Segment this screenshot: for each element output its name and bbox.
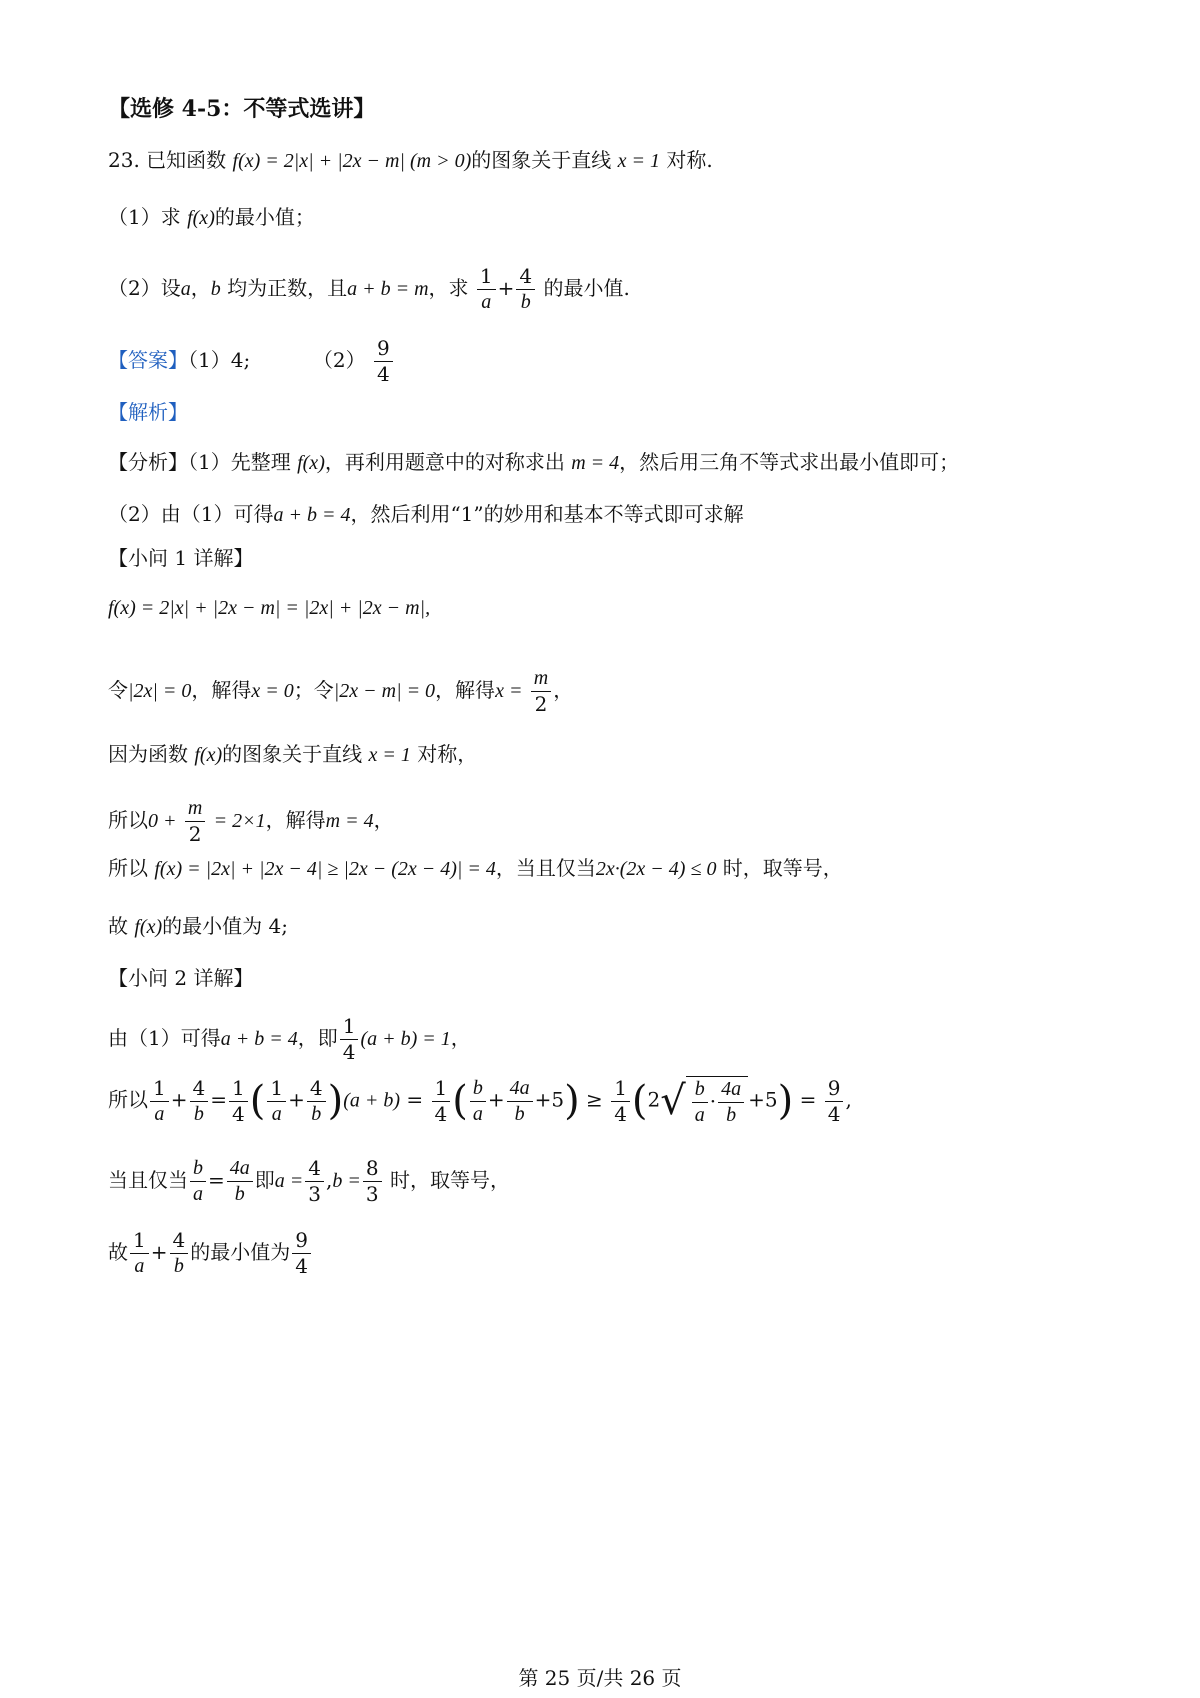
- q1-l3-line: x = 1: [368, 744, 411, 766]
- problem-number: 23.: [108, 148, 140, 172]
- q2-l1-eq: a + b = 4: [220, 1028, 298, 1050]
- q1-l2-eq-1: |2x| = 0: [128, 680, 192, 702]
- paren-open: (: [249, 1078, 266, 1124]
- part-2-question: （2）设a，b 均为正数，且a + b = m，求 $\frac{1}{a}$ + $\frac{4}{b}$ 的最小值.: [108, 264, 630, 313]
- q1-l3-text-a: 因为函数: [108, 742, 188, 766]
- fenxi-text-4: （2）由（1）可得: [108, 502, 274, 526]
- q1-l6-text-a: 故: [108, 914, 128, 938]
- q1-l6-text-b: 的最小值为 4;: [162, 914, 288, 938]
- answer-tag: 【答案】: [108, 348, 188, 372]
- q1-line-2: 令|2x| = 0，解得x = 0；令|2x − m| = 0，解得x = $\frac{m}{2}$ ，: [108, 667, 574, 716]
- q2-l3-b-eq: b =: [332, 1170, 361, 1192]
- part-2-var-b: b: [210, 278, 221, 300]
- q2-l1-text-c: ，即: [297, 1026, 338, 1050]
- fraction-m-over-2: $\frac{m}{2}$: [531, 668, 551, 715]
- frac-4a-b-2: $\frac{4a}{b}$: [227, 1158, 253, 1205]
- q1-l3-function: f(x): [194, 744, 223, 766]
- part-2-var-a: a: [180, 278, 191, 300]
- frac-1-4-a: $\frac{1}{4}$: [229, 1078, 248, 1125]
- q1-l6-function: f(x): [134, 916, 163, 938]
- q1-line-6: [108, 916, 288, 937]
- q2-tag: 【小问 2 详解】: [108, 966, 254, 990]
- fenxi-text-2: ，再利用题意中的对称求出: [324, 450, 565, 474]
- fenxi-line-1: [108, 452, 959, 473]
- frac-4-b-2: $\frac{4}{b}$: [307, 1078, 326, 1125]
- part-1-label: （1）求: [108, 205, 181, 229]
- q2-l4-text-b: 的最小值为: [190, 1240, 291, 1264]
- q1-l3-text-d: 对称，: [417, 742, 478, 766]
- q1-l4-eq-c: = 2×1: [213, 810, 266, 832]
- paren-open-3: (: [631, 1078, 648, 1124]
- q1-l5-inequality: f(x) = |2x| + |2x − 4| ≥ |2x − (2x − 4)| = 4: [154, 858, 496, 880]
- q2-line-2: 所以 $\frac{1}{a}$ + $\frac{4}{b}$ = $\frac{1}{4}$ ( $\frac{1}{a}$ + $\frac{4}{b}$ )(a + b) = $\frac{1}{4}$ ( $\frac{b}{a}$ + $\frac{4a}{b}$ +5) ≥ $\frac{1}{4}$ (2√ $\frac{b}{a}$ · $\frac{4a}{b}$ +5) = $\frac{9}{4}$ ,: [108, 1075, 852, 1126]
- q1-l5-text-a: 所以: [108, 856, 148, 880]
- part-1-function: f(x): [187, 207, 215, 229]
- q2-l4-text-a: 故: [108, 1240, 128, 1264]
- part-2-text-1: 均为正数，且: [227, 276, 348, 300]
- q1-l2-eq-3: |2x − m| = 0: [333, 680, 436, 702]
- paren-close: ): [327, 1078, 344, 1124]
- fenxi-m-equation: m = 4: [571, 452, 620, 474]
- frac-1-a: $\frac{1}{a}$: [150, 1078, 169, 1125]
- part-1-question: [108, 207, 315, 228]
- stem-function: f(x) = 2|x| + |2x − m| (m > 0): [232, 150, 472, 172]
- q1-line-5: [108, 858, 843, 879]
- part-2-equation: a + b = m: [347, 278, 429, 300]
- q2-l1-eq-d: (a + b) = 1: [360, 1028, 451, 1050]
- fenxi-line-2: [108, 504, 744, 525]
- answer-line: [108, 338, 395, 385]
- fenxi-text-5: ，然后利用“1”的妙用和基本不等式即可求解: [350, 502, 744, 526]
- part-2-label: （2）设: [108, 276, 181, 300]
- frac-1-4-b: $\frac{1}{4}$: [432, 1078, 451, 1125]
- q1-l5-condition: 2x·(2x − 4) ≤ 0: [595, 858, 717, 880]
- q2-line-4: 故 $\frac{1}{a}$ + $\frac{4}{b}$ 的最小值为 $\frac{9}{4}$: [108, 1230, 313, 1277]
- fenxi-text-1: （1）先整理: [188, 450, 291, 474]
- q2-l3-text-b: 即: [254, 1168, 275, 1192]
- problem-stem: [108, 150, 713, 171]
- frac-4-3: $\frac{4}{3}$: [305, 1158, 324, 1205]
- section-header: 【选修 4-5：不等式选讲】: [108, 96, 376, 122]
- q1-l4-eq-a: 0 +: [148, 810, 177, 832]
- q2-l3-text-e: 时，取等号，: [389, 1168, 510, 1192]
- q1-l4-text-a: 所以: [108, 808, 148, 832]
- frac-8-3: $\frac{8}{3}$: [363, 1158, 382, 1205]
- q1-line-4: 所以0 + $\frac{m}{2}$ = 2×1，解得m = 4，: [108, 797, 394, 846]
- q1-l5-text-e: 时，取等号，: [722, 856, 843, 880]
- frac-b-a-2: $\frac{b}{a}$: [190, 1158, 206, 1205]
- fraction-m-over-2-b: $\frac{m}{2}$: [185, 798, 205, 845]
- q2-line-3: 当且仅当 $\frac{b}{a}$ = $\frac{4a}{b}$ 即a = $\frac{4}{3}$ ,b = $\frac{8}{3}$ 时，取等号，: [108, 1156, 510, 1206]
- answer-part-1: （1）4;: [188, 348, 251, 372]
- stem-line: x = 1: [617, 150, 660, 172]
- q2-l2-ab: (a + b): [343, 1089, 401, 1112]
- q1-line-1: f(x) = 2|x| + |2x − m| = |2x| + |2x − m|,: [108, 597, 431, 619]
- frac-1-a-2: $\frac{1}{a}$: [267, 1078, 286, 1125]
- q1-tag: 【小问 1 详解】: [108, 546, 254, 570]
- frac-4a-b: $\frac{4a}{b}$: [507, 1078, 533, 1125]
- analysis-tag: 【解析】: [108, 400, 188, 424]
- fraction-1-over-a: $\frac{1}{a}$: [477, 266, 496, 313]
- q1-l2-text-g: ，解得: [435, 678, 496, 702]
- stem-mid: 的图象关于直线: [471, 148, 612, 172]
- q1-l5-text-c: ，当且仅当: [495, 856, 596, 880]
- fraction-4-over-b: $\frac{4}{b}$: [516, 266, 535, 313]
- paren-close-3: ): [777, 1078, 794, 1124]
- part-1-end: 的最小值；: [214, 205, 315, 229]
- q2-l3-a-eq: a =: [274, 1170, 304, 1192]
- answer-part-2-label: （2）: [312, 348, 366, 372]
- sqrt-expression: √ $\frac{b}{a}$ · $\frac{4a}{b}$: [660, 1076, 748, 1126]
- fraction-1-over-4: $\frac{1}{4}$: [340, 1016, 359, 1063]
- q2-l1-text-a: 由（1）可得: [108, 1026, 221, 1050]
- frac-b-a: $\frac{b}{a}$: [470, 1078, 486, 1125]
- fenxi-tag: 【分析】: [108, 450, 188, 474]
- part-2-end: 的最小值.: [543, 276, 630, 300]
- q1-l2-text-a: 令: [108, 678, 128, 702]
- frac-4-b-3: $\frac{4}{b}$: [170, 1230, 189, 1277]
- q1-line-3: [108, 744, 477, 765]
- q1-l4-text-d: ，解得: [265, 808, 326, 832]
- stem-end: 对称.: [666, 148, 713, 172]
- answer-part-2-fraction: $\frac{9}{4}$: [374, 338, 393, 385]
- paren-open-2: (: [452, 1078, 468, 1124]
- frac-1-a-3: $\frac{1}{a}$: [130, 1230, 149, 1277]
- q1-l2-eq-4: x =: [495, 680, 523, 702]
- q1-l2-eq-2: x = 0: [251, 680, 294, 702]
- q1-l2-text-e: ；令: [293, 678, 334, 702]
- frac-1-4-c: $\frac{1}{4}$: [611, 1078, 630, 1125]
- q2-l3-text-a: 当且仅当: [108, 1168, 188, 1192]
- fenxi-function: f(x): [297, 452, 325, 474]
- paren-close-2: ): [564, 1078, 580, 1124]
- frac-4-b: $\frac{4}{b}$: [190, 1078, 209, 1125]
- frac-9-4: $\frac{9}{4}$: [825, 1078, 844, 1125]
- q2-line-1: 由（1）可得a + b = 4，即 $\frac{1}{4}$ (a + b) = 1，: [108, 1014, 471, 1064]
- q1-l4-eq-e: m = 4: [325, 810, 374, 832]
- stem-intro: 已知函数: [146, 148, 227, 172]
- q1-l3-text-b: 的图象关于直线: [222, 742, 363, 766]
- q2-l2-text-a: 所以: [108, 1087, 148, 1112]
- q1-l2-text-c: ，解得: [191, 678, 252, 702]
- page-footer: 第 25 页/共 26 页: [518, 1666, 682, 1690]
- fenxi-ab-equation: a + b = 4: [273, 504, 351, 526]
- part-2-text-2: ，求: [428, 276, 469, 300]
- frac-9-4-final: $\frac{9}{4}$: [292, 1230, 311, 1277]
- fenxi-text-3: ，然后用三角不等式求出最小值即可；: [619, 450, 960, 474]
